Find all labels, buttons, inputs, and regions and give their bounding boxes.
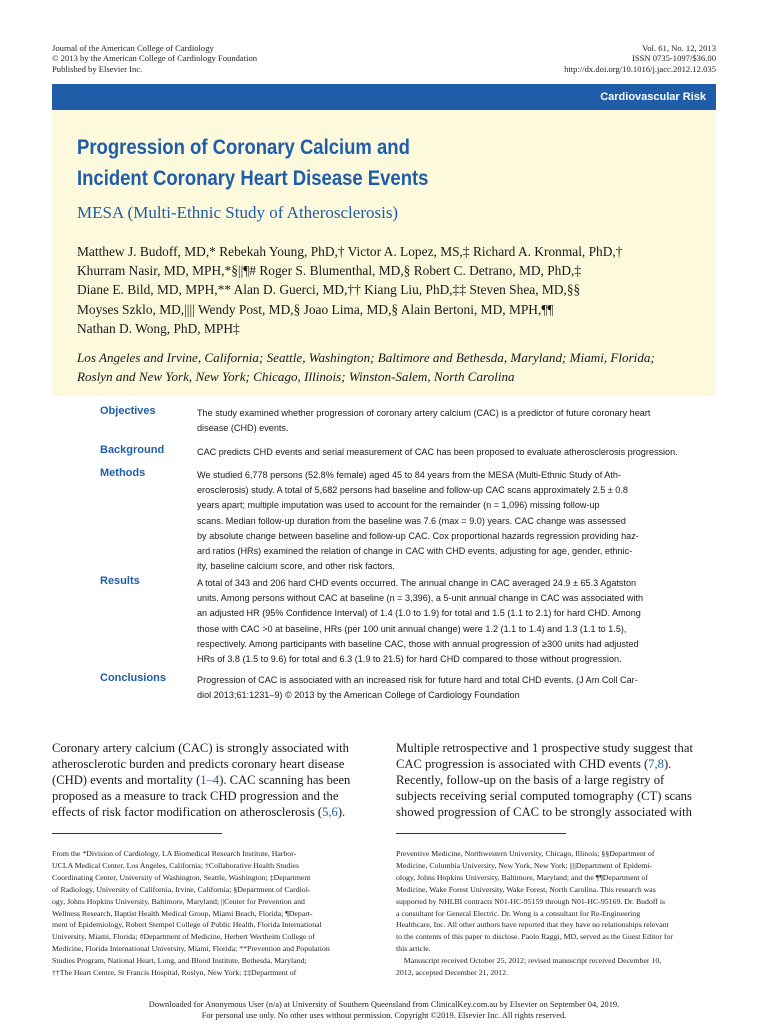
footnote-line: ogy, Johns Hopkins University, Baltimore, Maryland; ||Center for Prevention and [52, 896, 305, 906]
article-subtitle: MESA (Multi-Ethnic Study of Atherosclerosis) [77, 203, 399, 222]
abstract-text [197, 468, 719, 574]
author-line: Matthew J. Budoff, MD,* Rebekah Young, PhD,† Victor A. Lopez, MS,‡ Richard A. Kronmal, PhD,† [77, 244, 623, 259]
affiliation-footnote-left [52, 848, 374, 979]
footnote-line: Healthcare, Inc. All other authors have reported that they have no relationships relevant [396, 920, 669, 930]
abstract-label: Methods [100, 467, 146, 479]
abstract-label: Objectives [100, 405, 156, 417]
body-line [52, 804, 372, 820]
abstract-line: ard ratios (HRs) examined the relation of change in CAC with CHD events, adjusting for age, gender, ethnic- [197, 546, 633, 557]
publisher-line: Published by Elsevier Inc. [52, 63, 143, 74]
abstract-line: years apart; multiple imputation was used to account for the remainder (n = 1,096) missing follow-up [197, 500, 600, 511]
reference-link[interactable]: 1–4 [200, 773, 220, 788]
volume-line: Vol. 61, No. 12, 2013 [642, 43, 716, 53]
footnote-line: a consultant for General Electric. Dr. Wong is a consultant for Re-Engineering [396, 908, 641, 918]
footnote-line: ††The Heart Centre, St Francis Hospital, Roslyn, New York; ‡‡Department of [52, 968, 297, 978]
journal-header-right [564, 43, 716, 74]
abstract-line: The study examined whether progression of coronary artery calcium (CAC) is a predictor of future coronary heart [197, 408, 651, 418]
abstract-label: Background [100, 444, 165, 456]
footnote-line: Wellness Research, Baptist Health Medical Group, Miami Beach, Florida; ¶Depart- [52, 908, 313, 918]
body-line: Multiple retrospective and 1 prospective study suggest that [396, 741, 693, 755]
body-column-left [52, 740, 372, 820]
doi-link[interactable]: http://dx.doi.org/10.1016/j.jacc.2012.12.035 [564, 63, 716, 74]
footnote-line: Medicine, Wake Forest University, Wake Forest, North Carolina. This research was [396, 884, 656, 894]
title-line: Incident Coronary Heart Disease Events [77, 166, 429, 190]
footer-line: For personal use only. No other uses without permission. Copyright ©2019. Elsevier Inc. All rights reserved. [201, 1011, 567, 1020]
abstract-label: Results [100, 575, 140, 587]
issn-line: ISSN 0735-1097/$36.00 [631, 53, 716, 64]
abstract-line: Progression of CAC is associated with an increased risk for future hard and total CHD events. (J Am Coll Car- [197, 675, 638, 685]
footnote-line: Manuscript received October 25, 2012; revised manuscript received December 10, [396, 956, 662, 966]
body-line: proposed as a measure to track CHD progression and the [52, 789, 339, 804]
body-text: (CHD) events and mortality ( [52, 773, 201, 788]
section-label: Cardiovascular Risk [600, 91, 706, 103]
abstract-text [197, 445, 719, 460]
download-footer [0, 999, 768, 1021]
footnote-line: this article. [396, 944, 431, 954]
body-text: ). [663, 757, 672, 772]
body-column-right [396, 740, 716, 820]
footnote-line: of Radiology, University of California, Irvine, California; §Department of Cardiol- [52, 884, 311, 894]
abstract-label: Conclusions [100, 672, 167, 684]
footnote-line: supported by NHLBI contracts N01-HC-95159 through N01-HC-95169. Dr. Budoff is [396, 896, 666, 906]
body-line: showed progression of CAC to be strongly associated with [396, 805, 692, 820]
footnote-divider [396, 833, 566, 834]
author-locations [77, 348, 707, 386]
abstract-line: CAC predicts CHD events and serial measurement of CAC has been proposed to evaluate atherosclerosis progression. [197, 447, 678, 457]
abstract-line: by absolute change between baseline and follow-up CAC. Cox proportional hazards regression providing haz- [197, 530, 639, 541]
footnote-line: From the *Division of Cardiology, LA Biomedical Research Institute, Harbor- [52, 849, 297, 858]
abstract-line: erosclerosis) study. A total of 5,682 persons had baseline and follow-up CAC scans approximately 2.5 ± 0.8 [197, 485, 628, 496]
footnote-line: Medicine, Florida International University, Miami, Florida; **Prevention and Population [52, 944, 330, 954]
location-line: Los Angeles and Irvine, California; Seattle, Washington; Baltimore and Bethesda, Maryland; Miami, Florida; [77, 350, 655, 365]
abstract-line: A total of 343 and 206 hard CHD events occurred. The annual change in CAC averaged 24.9 ± 65.3 Agatston [197, 578, 637, 588]
body-line: subjects receiving serial computed tomography (CT) scans [396, 789, 692, 804]
footer-line: Downloaded for Anonymous User (n/a) at University of Southern Queensland from ClinicalKey.com.au by Elsevier on September 04, 2019. [148, 1000, 620, 1009]
author-line: Diane E. Bild, MD, MPH,** Alan D. Guerci, MD,†† Kiang Liu, PhD,‡‡ Steven Shea, MD,§§ [77, 282, 581, 298]
article-title [77, 132, 559, 194]
abstract-line: respectively. Among participants with baseline CAC, those with annual progression of ≥300 units had adjusted [197, 638, 639, 649]
body-line [396, 756, 716, 772]
journal-name: Journal of the American College of Cardiology [52, 43, 214, 53]
author-list [77, 242, 707, 338]
footnote-line: Preventive Medicine, Northwestern University, Chicago, Illinois; §§Department of [396, 849, 655, 858]
abstract-line: an adjusted HR (95% Confidence Interval) of 1.4 (1.0 to 1.9) for total and 1.5 (1.1 to 2.1) for hard CHD. Among [197, 608, 641, 619]
reference-link[interactable]: 5,6 [322, 805, 338, 820]
abstract-line: those with CAC >0 at baseline, HRs (per 100 unit annual change) were 1.2 (1.1 to 1.4) and 1.3 (1.1 to 1.5), [197, 623, 627, 634]
footnote-line: ology, Johns Hopkins University, Baltimore, Maryland; and the ¶¶Department of [396, 872, 649, 882]
abstract-text [197, 576, 719, 667]
body-line [52, 772, 372, 788]
footnote-divider [52, 833, 222, 834]
body-text: CAC progression is associated with CHD events ( [396, 757, 649, 772]
footnote-line: to the contents of this paper to disclose. Paolo Raggi, MD, served as the Guest Editor for [396, 932, 673, 942]
author-line: Nathan D. Wong, PhD, MPH‡ [77, 320, 240, 336]
reference-link[interactable]: 7,8 [648, 757, 664, 772]
abstract-line: disease (CHD) events. [197, 423, 289, 434]
footnote-line: Medicine, Columbia University, New York, New York; ||||Department of Epidemi- [396, 860, 653, 870]
body-text: ). CAC scanning has been [219, 773, 351, 788]
body-text: effects of risk factor modification on atherosclerosis ( [52, 805, 323, 820]
abstract-line: We studied 6,778 persons (52.8% female) aged 45 to 84 years from the MESA (Multi-Ethnic Study of Ath- [197, 470, 621, 480]
footnote-line: 2012, accepted December 21, 2012. [396, 968, 508, 978]
author-line: Moyses Szklo, MD,|||| Wendy Post, MD,§ Joao Lima, MD,§ Alain Bertoni, MD, MPH,¶¶ [77, 301, 554, 317]
abstract-line: scans. Median follow-up duration from the baseline was 7.6 (max = 9.0) years. CAC change was assessed [197, 515, 626, 526]
abstract-line: diol 2013;61:1231–9) © 2013 by the American College of Cardiology Foundation [197, 690, 520, 701]
journal-header-left [52, 43, 257, 74]
body-line: atherosclerotic burden and predicts coronary heart disease [52, 757, 345, 772]
section-band [52, 84, 716, 110]
abstract-text [197, 673, 719, 703]
author-line: Khurram Nasir, MD, MPH,*§||¶# Roger S. Blumenthal, MD,§ Robert C. Detrano, MD, PhD,‡ [77, 263, 582, 279]
location-line: Roslyn and New York, New York; Chicago, Illinois; Winston-Salem, North Carolina [77, 369, 515, 385]
abstract-line: units. Among persons without CAC at baseline (n = 3,396), a 5-unit annual change in CAC was associated with [197, 593, 644, 604]
title-line: Progression of Coronary Calcium and [77, 135, 410, 159]
footnote-line: UCLA Medical Center, Los Angeles, California; †Collaborative Health Studies [52, 860, 299, 870]
abstract-text [197, 406, 719, 436]
body-line: Recently, follow-up on the basis of a large registry of [396, 773, 665, 788]
footnote-line: University, Miami, Florida; #Department of Medicine, Herbert Wertheim College of [52, 932, 315, 942]
affiliation-footnote-right [396, 848, 718, 979]
abstract-line: HRs of 3.8 (1.5 to 9.6) for total and 6.3 (1.9 to 21.5) for hard CHD compared to those without progression. [197, 654, 622, 665]
footnote-line: Coordinating Center, University of Washington, Seattle, Washington; ‡Department [52, 872, 311, 882]
footnote-line: Studies Program, National Heart, Lung, and Blood Institute, Bethesda, Maryland; [52, 956, 307, 966]
body-text: ). [337, 805, 346, 820]
copyright-line: © 2013 by the American College of Cardiology Foundation [52, 53, 258, 64]
abstract-line: ity, baseline calcium score, and other risk factors. [197, 561, 395, 572]
body-line: Coronary artery calcium (CAC) is strongly associated with [52, 741, 349, 755]
footnote-line: ment of Epidemiology, Robert Stempel College of Public Health, Florida International [52, 920, 322, 930]
